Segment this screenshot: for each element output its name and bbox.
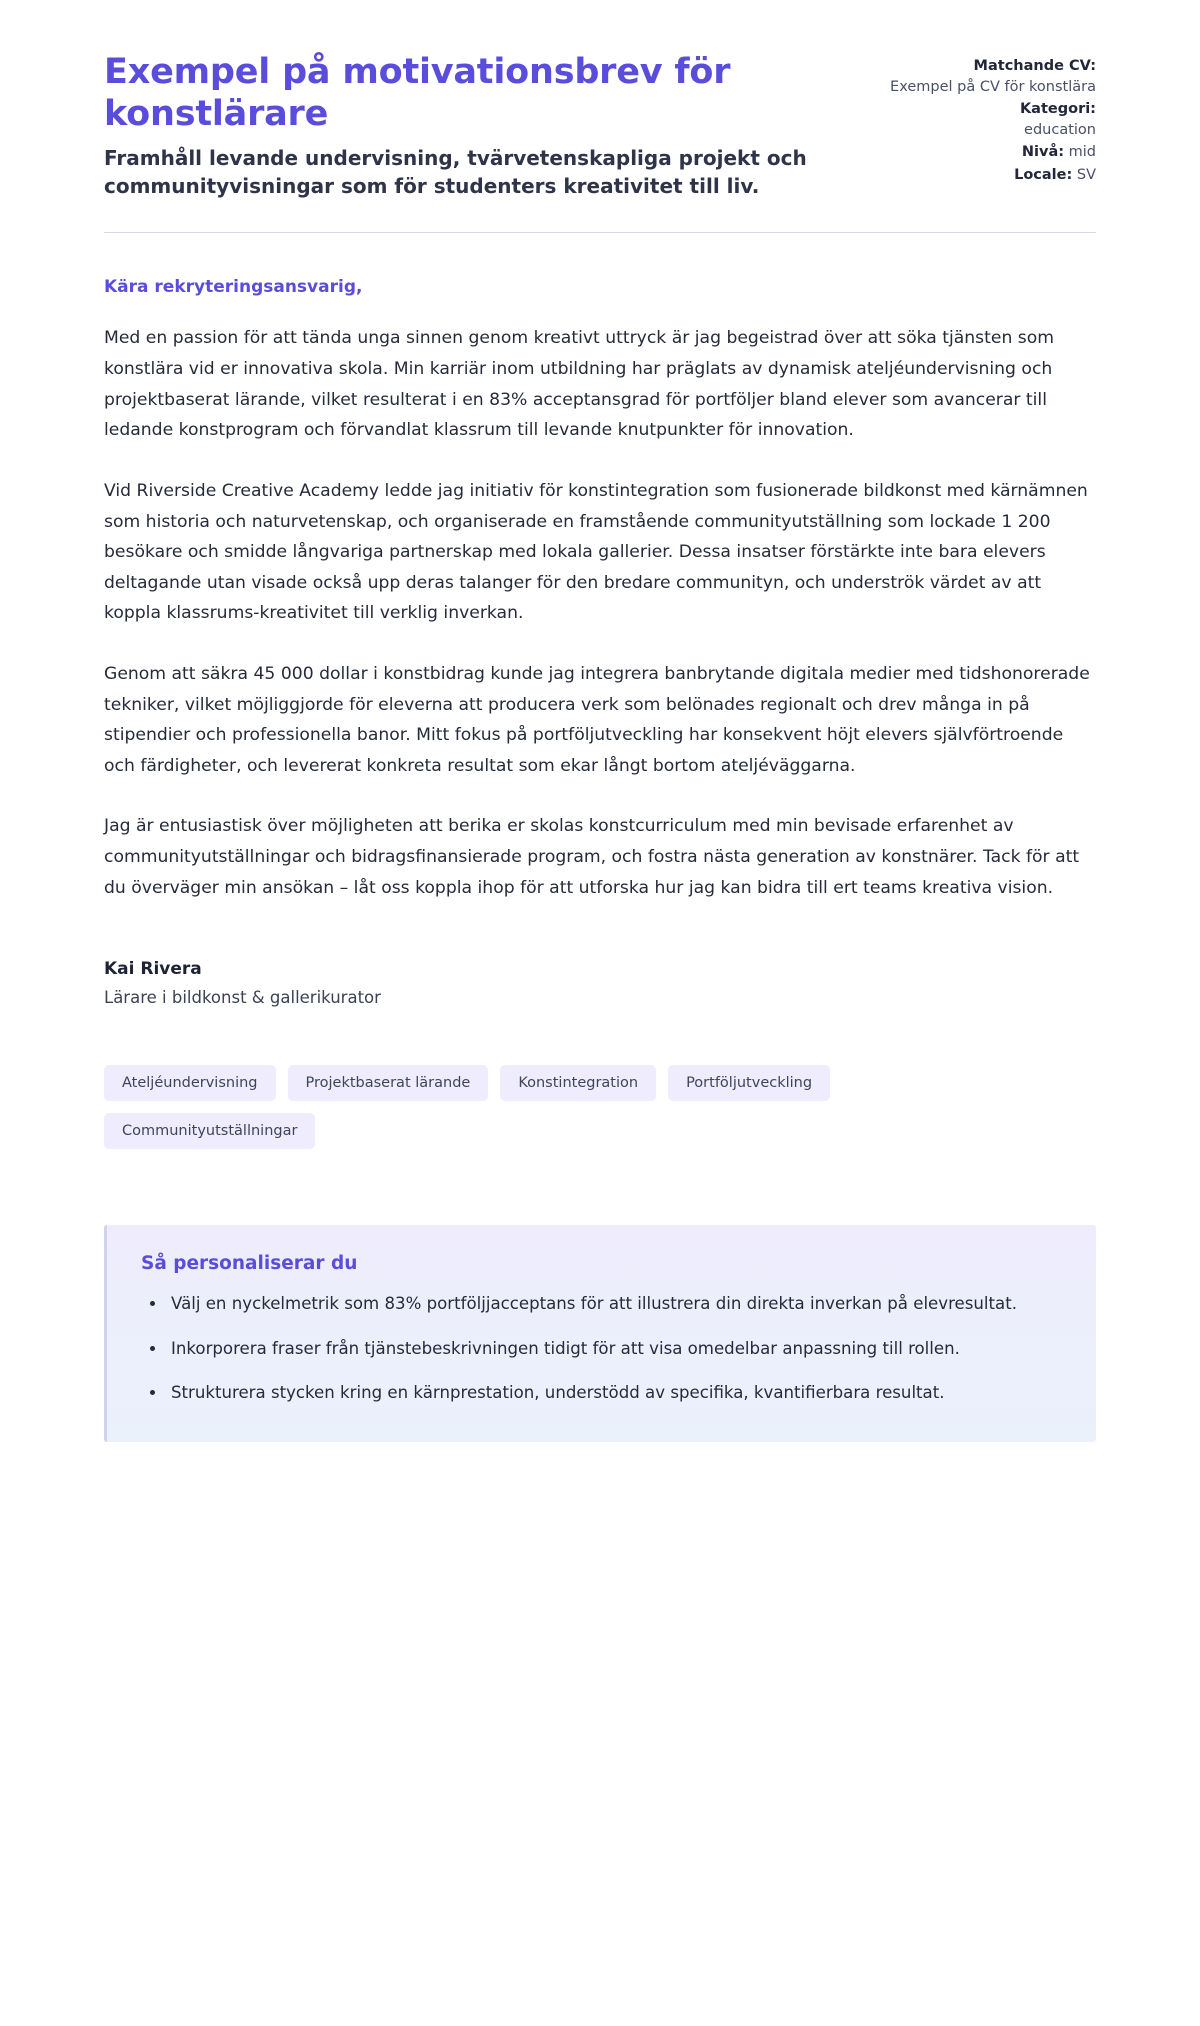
- meta-label: Nivå:: [1021, 144, 1065, 161]
- header-title-block: [104, 52, 846, 200]
- meta-category: [886, 99, 1096, 140]
- meta-matching-cv: [886, 56, 1096, 97]
- letter-signature: [104, 959, 1096, 1007]
- meta-label: Matchande CV:: [973, 58, 1096, 74]
- page-title: Exempel på motivationsbrev för konstlärare: [104, 52, 731, 134]
- tip-item: • Strukturera stycken kring en kärnprestation, understödd av specifika, kvantifierbara resultat.: [167, 1379, 1062, 1408]
- meta-value: education: [1024, 121, 1096, 138]
- letter-salutation: Kära rekryteringsansvarig,: [104, 277, 363, 298]
- meta-value: Exempel på CV för konstlära: [890, 78, 1096, 95]
- letter-paragraph: Vid Riverside Creative Academy ledde jag initiativ för konstintegration som fusionerade bildkonst med kärnämnen som historia och naturvetenskap, och organiserade en framstående communityutställning som lockade 1 200 besökare och smidde långvariga partnerskap med lokala gallerier. Dessa insatser förstärkte inte bara elevers deltagande utan visade också upp deras talanger för den bredare communityn, och underströk värdet av att koppla klassrums-kreativitet till verklig inverkan.: [104, 480, 1088, 624]
- cover-letter-body: [104, 233, 1096, 1007]
- skill-tag[interactable]: Portföljutveckling: [668, 1065, 830, 1101]
- letter-paragraph: Med en passion för att tända unga sinnen genom kreativt uttryck är jag begeistrad över att söka tjänsten som konstlära vid er innovativa skola. Min karriär inom utbildning har präglats av dynamisk ateljéundervisning och projektbaserat lärande, vilket resulterat i en 83% acceptansgrad för portföljer bland elever som avancerar till ledande konstprogram och förvandlat klassrum till levande knutpunkter för innovation.: [104, 328, 1055, 441]
- meta-label: Kategori:: [1019, 101, 1096, 118]
- skill-tag[interactable]: Ateljéundervisning: [104, 1065, 276, 1101]
- tips-list: [141, 1290, 1062, 1408]
- letter-paragraph: Genom att säkra 45 000 dollar i konstbidrag kunde jag integrera banbrytande digitala medier med tidshonorerade tekniker, vilket möjliggjorde för eleverna att producera verk som belönades regionalt och drev många in på stipendier och professionella banor. Mitt fokus på portföljutveckling har konsekvent höjt elevers självförtroende och färdigheter, och levererat konkreta resultat som ekar långt bortom ateljéväggarna.: [104, 663, 1090, 776]
- meta-level: [886, 142, 1096, 163]
- meta-value: mid: [1068, 144, 1096, 161]
- signature-name: Kai Rivera: [104, 959, 202, 980]
- tip-item: • Välj en nyckelmetrik som 83% portföljjacceptans för att illustrera din direkta inverkan på elevresultat.: [167, 1290, 1062, 1319]
- letter-paragraph: Jag är entusiastisk över möjligheten att berika er skolas konstcurriculum med min bevisade erfarenhet av communityutställningar och bidragsfinansierade program, och fostra nästa generation av konstnärer. Tack för att du överväger min ansökan – låt oss koppla ihop för att utforska hur jag kan bidra till ert teams kreativa vision.: [104, 816, 1080, 898]
- personalization-tips-callout: [104, 1225, 1096, 1442]
- page-subtitle: Framhåll levande undervisning, tvärvetenskapliga projekt och communityvisningar som för studenters kreativitet till liv.: [104, 146, 807, 198]
- meta-label: Locale:: [1014, 166, 1073, 183]
- document-header: [104, 52, 1096, 200]
- skill-tag[interactable]: Projektbaserat lärande: [288, 1065, 489, 1101]
- meta-locale: [886, 165, 1096, 186]
- meta-value: SV: [1076, 166, 1096, 183]
- skill-tag[interactable]: Konstintegration: [500, 1065, 656, 1101]
- skill-tag[interactable]: Communityutställningar: [104, 1113, 315, 1149]
- callout-title: Så personaliserar du: [141, 1253, 358, 1275]
- document-metadata: [886, 52, 1096, 187]
- tip-item: • Inkorporera fraser från tjänstebeskrivningen tidigt för att visa omedelbar anpassning till rollen.: [167, 1335, 1062, 1364]
- signature-role: Lärare i bildkonst & gallerikurator: [104, 988, 381, 1008]
- skill-tag-list: [104, 1065, 924, 1149]
